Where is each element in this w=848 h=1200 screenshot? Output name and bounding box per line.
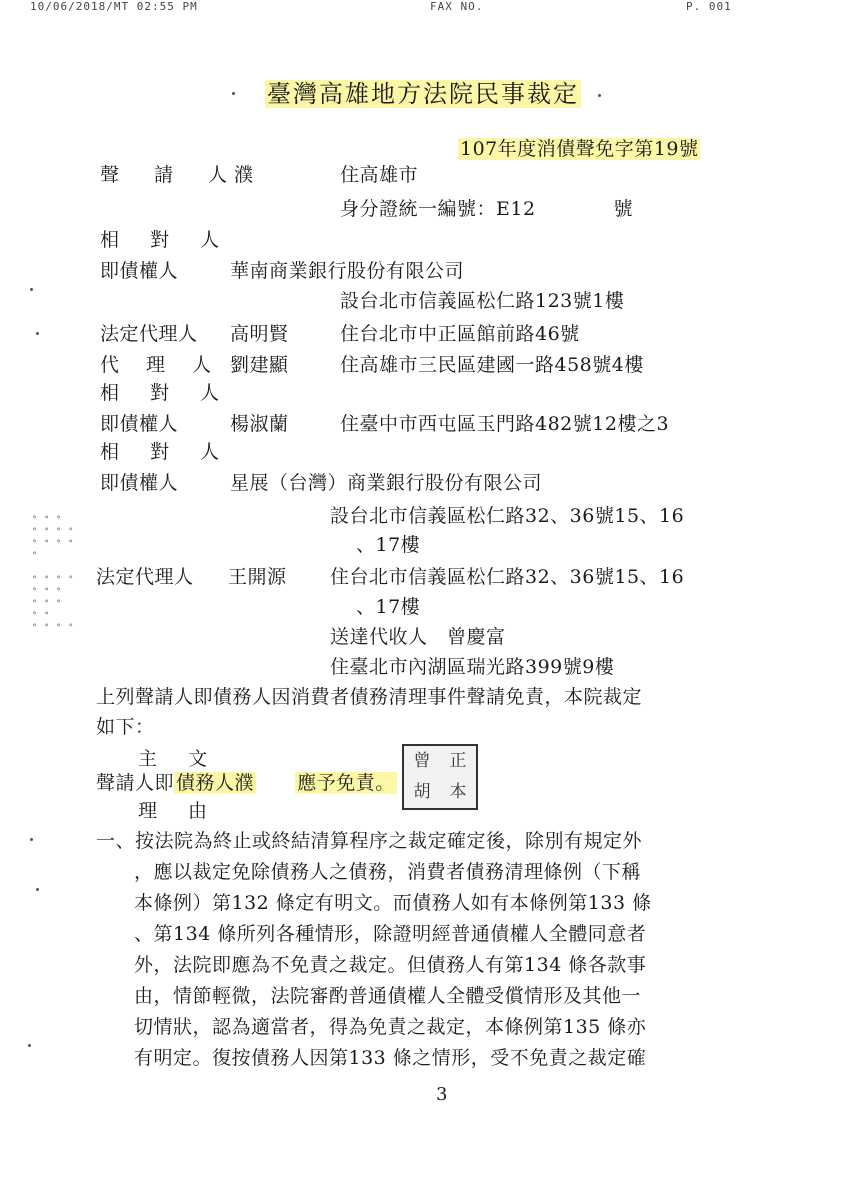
seal-char: 曾	[413, 751, 431, 771]
creditor1-name: 華南商業銀行股份有限公司	[230, 260, 465, 282]
creditor-label-2: 即債權人	[100, 413, 179, 435]
reason-line: ，應以裁定免除債務人之債務，消費者債務清理條例（下稱	[134, 861, 642, 883]
ruling-part-2: 債務人濮	[176, 772, 255, 794]
creditor2-address: 住臺中市西屯區玉門路482號12樓之3	[340, 413, 670, 435]
respondent-label-1: 相 對 人	[100, 229, 226, 251]
creditor3-name: 星展（台灣）商業銀行股份有限公司	[230, 472, 543, 494]
ruling-part-1: 聲請人即	[96, 772, 175, 794]
case-number: 107年度消債聲免字第19號	[460, 138, 699, 160]
reason-line: 切情狀，認為適當者，得為免責之裁定，本條例第135 條亦	[134, 1016, 647, 1038]
seal-char: 正	[449, 751, 467, 771]
reason-line: 外，法院即應為不免責之裁定。但債務人有第134 條各款事	[134, 954, 647, 976]
fax-header-right: P. 001	[686, 0, 732, 13]
respondent-label-2: 相 對 人	[100, 382, 226, 404]
legal-rep-label-1: 法定代理人	[100, 323, 198, 345]
creditor1-agent-address: 住高雄市三民區建國一路458號4樓	[340, 354, 644, 376]
creditor-label-1: 即債權人	[100, 260, 179, 282]
legal-rep-label-2: 法定代理人	[96, 566, 194, 588]
intro-line-2: 如下：	[96, 716, 155, 738]
perforation-marks: ∘ ∘ ∘ ∘ ∘ ∘ ∘ ∘ ∘ ∘ ∘ ∘ ∘ ∘ ∘ ∘ ∘ ∘ ∘ ∘ ∘ ∘ ∘ ∘ ∘ ∘ ∘ ∘	[32, 512, 76, 631]
creditor1-rep-address: 住台北市中正區館前路46號	[340, 323, 580, 345]
reason-line: 、第134 條所列各種情形，除證明經普通債權人全體同意者	[134, 923, 647, 945]
reason-heading: 理 由	[138, 800, 214, 822]
applicant-name: 濮	[234, 164, 254, 186]
fax-header-center: FAX NO.	[430, 0, 484, 13]
creditor2-name: 楊淑蘭	[230, 413, 289, 435]
respondent-label-3: 相 對 人	[100, 441, 226, 463]
reason-line: 有明定。復按債務人因第133 條之情形，受不免責之裁定確	[134, 1047, 647, 1069]
applicant-address: 住高雄市	[340, 164, 419, 186]
creditor1-agent: 劉建顯	[230, 354, 289, 376]
creditor3-address-1: 設台北市信義區松仁路32、36號15、16	[330, 505, 685, 527]
reason-line: 本條例）第132 條定有明文。而債務人如有本條例第133 條	[134, 892, 652, 914]
reason-line: 由，情節輕微，法院審酌普通債權人全體受償情形及其他一	[134, 985, 642, 1007]
creditor-label-3: 即債權人	[100, 472, 179, 494]
main-heading: 主 文	[138, 748, 214, 770]
creditor3-rep: 王開源	[228, 566, 287, 588]
applicant-id: 身分證統一編號：E12 號	[340, 198, 634, 220]
creditor1-address: 設台北市信義區松仁路123號1樓	[340, 290, 625, 312]
ruling-part-3: 應予免責。	[297, 772, 395, 794]
service-agent: 送達代收人 曾慶富	[330, 626, 506, 648]
creditor3-address-2: 、17樓	[356, 534, 421, 556]
fax-header-left: 10/06/2018/MT 02:55 PM	[30, 0, 198, 13]
service-agent-address: 住臺北市內湖區瑞光路399號9樓	[330, 656, 615, 678]
seal-char: 本	[449, 782, 467, 802]
court-seal	[402, 744, 478, 810]
creditor3-rep-address-1: 住台北市信義區松仁路32、36號15、16	[330, 566, 685, 588]
creditor3-rep-address-2: 、17樓	[356, 596, 421, 618]
page-number: 3	[436, 1084, 448, 1105]
applicant-label: 聲 請 人	[100, 164, 236, 186]
creditor1-rep: 高明賢	[230, 323, 289, 345]
agent-label: 代 理 人	[100, 354, 216, 376]
intro-line-1: 上列聲請人即債務人因消費者債務清理事件聲請免責，本院裁定	[96, 686, 643, 708]
document-title: 臺灣高雄地方法院民事裁定	[267, 80, 579, 108]
reason-line: 一、按法院為終止或終結清算程序之裁定確定後，除別有規定外	[96, 830, 643, 852]
seal-char: 胡	[413, 782, 431, 802]
ruling-line	[96, 772, 397, 794]
